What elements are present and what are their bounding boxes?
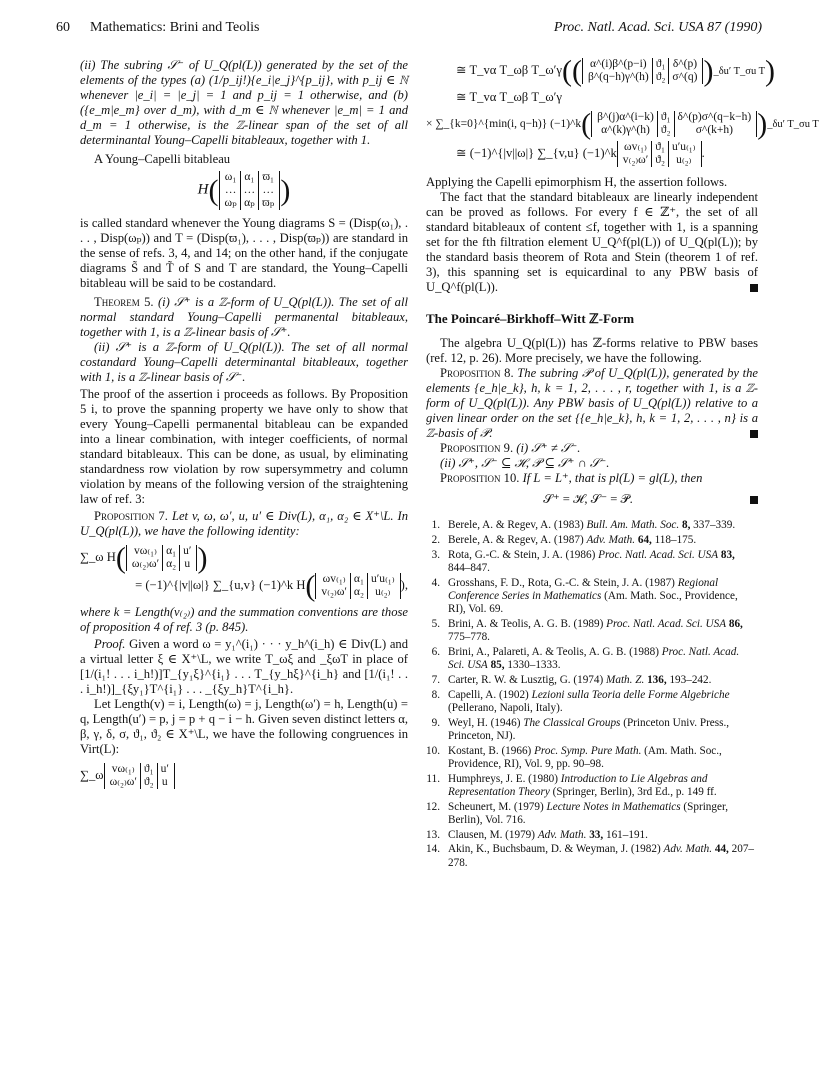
reference-number: 5. xyxy=(431,617,440,630)
reference-source: Proc. Natl. Acad. Sci. USA xyxy=(598,548,719,561)
tableau-row xyxy=(585,71,701,84)
tableau-cell: ω₁ xyxy=(222,171,241,184)
left-column xyxy=(80,58,408,789)
tableau-cell: αₚ xyxy=(240,197,259,210)
congruence-sum: ∑_ω xyxy=(80,767,104,782)
tableau-row xyxy=(222,171,278,184)
congruence-start-matrix xyxy=(104,763,175,789)
independence-text: The fact that the standard bitableaux are linearly independent can be proved as follows. For every f ∈ ℤ⁺, the set of all standard bitableaux of content ≤f, together with 1, is a spanning set for the fth filtration element U_Q^f(pl(L)) of U_Q(pl(L)); by the standard basis theorem of Rota and Stein (theorem 1 of ref. 3), this spanning set is equicardinal to any PBW basis of U_Q^f(pl(L)). xyxy=(426,190,758,294)
tableau-cell: v₍₂₎ω′ xyxy=(318,586,350,599)
theorem-5-i-text: (i) 𝒮⁺ is a ℤ-form of U_Q(pl(L)). The set of all normal standard Young–Capelli permanental bitableaux, together with 1, is a ℤ-linear basis of 𝒮⁺. xyxy=(80,295,408,339)
tableau-cell: u xyxy=(184,558,191,570)
theorem-5-label: Theorem 5. xyxy=(94,295,154,309)
tableau-cell: β^(q−h)γ^(h) xyxy=(585,71,652,84)
tableau-cell: δ^(p)σ^(q−k−h) xyxy=(677,111,752,123)
tableau-cell: α₂ xyxy=(163,558,180,571)
tableau-cell: vω₍₁₎ xyxy=(107,763,141,776)
tableau-cell: u′ xyxy=(160,763,169,775)
right-column xyxy=(426,54,819,871)
reference-volume: 8, xyxy=(681,519,691,531)
tableau-cell: u′ xyxy=(183,545,192,557)
reference-authors: Carter, R. W. & Lusztig, G. (1974) xyxy=(448,673,604,686)
tableau-cell: α₁ xyxy=(240,171,259,184)
reference-authors: Berele, A. & Regev, A. (1987) xyxy=(448,533,584,546)
tableau-cell: α^(k)γ^(h) xyxy=(594,124,657,137)
proposition-9-ii: (ii) 𝒮⁺, 𝒮⁻ ⊆ ℋ, 𝒫 ⊆ 𝒮⁺ ∩ 𝒮⁻. xyxy=(440,456,610,470)
congruence-3-matrix xyxy=(591,111,757,137)
journal-citation: Proc. Natl. Acad. Sci. USA 87 (1990) xyxy=(553,20,762,35)
reference-source: Proc. Natl. Acad. Sci. USA xyxy=(448,645,740,671)
reference-item xyxy=(426,618,758,644)
reference-volume: 83, xyxy=(720,548,735,561)
tableau-cell: u′u₍₁₎ xyxy=(671,141,696,153)
tableau-rows xyxy=(585,58,701,84)
reference-number: 9. xyxy=(431,716,440,729)
proposition-8-text: The subring 𝒫 of U_Q(pl(L)), generated by the elements {e_h|e_k}, h, k = 1, 2, . . . , r, together with 1, is a ℤ-form of U_Q(pl(L)). Any PBW basis of U_Q(pl(L)) relative to a given linear order on the set {{e_h|e_k}, h, k = 1, 2, . . . , n} is a ℤ-basis of 𝒫. xyxy=(426,366,759,440)
tableau-row xyxy=(318,573,397,586)
tableau-cell: ϑ₂ xyxy=(652,71,669,84)
standard-definition: is called standard whenever the Young diagrams S = (Disp(ω₁), . . . , Disp(ωₚ)) and T = (Disp(ϖ₁), . . . , Disp(ϖₚ)) are standard in the sense of refs. 3, 4, and 14; on the other hand, if the conjugate diagrams S̃ and T̃ of S and T are standard, the Young–Capelli bitableau will be said to be costandard. xyxy=(80,216,408,290)
running-title: Mathematics: Brini and Teolis xyxy=(90,20,260,35)
tableau-row xyxy=(594,124,754,137)
tableau-cell: ω₍₂₎ω′ xyxy=(107,776,141,789)
reference-number: 3. xyxy=(431,548,440,561)
theorem-5-ii: (ii) 𝒮⁺ is a ℤ-form of U_Q(pl(L)). The set of all normal costandard Young–Capelli determinantal bitableaux, together with 1, is a ℤ-linear basis of 𝒮⁻. xyxy=(80,340,408,384)
reference-pages: 207–278. xyxy=(448,843,755,869)
tableau-row xyxy=(620,141,699,154)
tableau-cell: ωₚ xyxy=(222,197,241,210)
tableau-row xyxy=(222,184,278,197)
proof-intro: The proof of the assertion i proceeds as follows. By Proposition 5 i, to prove the spanning property we have only to show that every Young–Capelli permanental bitableau can be expanded into a linear combination, with integer coefficients, of normal standard bitableaux. This can be done, as usual, by eliminating standardness row violation by row supersymmetry and column violation by means of the following version of the straightening law of ref. 3: xyxy=(80,387,408,506)
tableau-rows xyxy=(129,545,195,571)
reference-number: 4. xyxy=(431,576,440,589)
proposition-10-text: If L = L⁺, that is pl(L) = gl(L), then xyxy=(522,471,703,485)
reference-item xyxy=(426,519,758,532)
reference-volume: 136, xyxy=(647,673,667,686)
reference-authors: Grosshans, F. D., Rota, G.-C. & Stein, J. A. (1987) xyxy=(448,576,675,589)
identity-lhs: ∑_ω H( vω₍₁₎ α₁ u′ ω₍₂₎ω′ α₂ u ) xyxy=(80,541,208,575)
tableau-row xyxy=(107,776,172,789)
tableau-row xyxy=(585,58,701,71)
reference-item xyxy=(426,717,758,743)
tableau-cell: … xyxy=(222,184,241,197)
reference-authors: Humphreys, J. E. (1980) xyxy=(448,772,558,785)
tableau-rows xyxy=(594,111,754,137)
reference-pages: (Pellerano, Napoli, Italy). xyxy=(448,701,563,714)
tableau-cell: α₁ xyxy=(163,545,180,558)
identity-rhs-matrix xyxy=(315,573,400,599)
congruence-4 xyxy=(426,141,758,167)
reference-source: Bull. Am. Math. Soc. xyxy=(586,519,680,531)
proposition-9-i: (i) 𝒮⁺ ≠ 𝒮⁻. xyxy=(516,441,581,455)
where-clause: where k = Length(v₍₂₎) and the summation conventions are those of proposition 4 of ref. 3 (p. 845). xyxy=(80,605,408,634)
tableau-row xyxy=(129,545,195,558)
reference-source: Proc. Natl. Acad. Sci. USA xyxy=(606,617,727,630)
reference-authors: Akin, K., Buchsbaum, D. & Weyman, J. (1982) xyxy=(448,843,661,856)
reference-authors: Clausen, M. (1979) xyxy=(448,828,536,841)
identity-suffix: ), xyxy=(400,577,408,592)
reference-authors: Scheunert, M. (1979) xyxy=(448,800,544,813)
reference-authors: Rota, G.-C. & Stein, J. A. (1986) xyxy=(448,548,596,561)
proposition-7-text: Let v, ω, ω′, u, u′ ∈ Div(L), α₁, α₂ ∈ X⁺\L. In U_Q(pl(L)), we have the following identity: xyxy=(80,509,408,538)
tableau-cell: ϑ₁ xyxy=(140,763,157,776)
tableau-cell: δ^(p) xyxy=(672,58,698,70)
reference-pages: 161–191. xyxy=(605,828,648,841)
tableau-cell: v₍₂₎ω′ xyxy=(620,154,652,167)
proposition-9-label: Proposition 9. xyxy=(440,441,514,455)
identity-rhs-prefix: = (−1)^{|v||ω|} ∑_{u,v} (−1)^k H xyxy=(135,577,306,592)
congruence-3-sum: × ∑_{k=0}^{min(i, q−h)} (−1)^k xyxy=(426,117,582,130)
reference-pages: (Springer, Berlin), Vol. 716. xyxy=(448,800,729,826)
congruence-4-prefix: ≅ (−1)^{|v||ω|} ∑_{v,u} (−1)^k xyxy=(456,145,617,160)
congruence-1-prefix: ≅ T_vα T_ωβ T_ω′γ xyxy=(456,62,562,77)
reference-item xyxy=(426,534,758,547)
tableau-rows xyxy=(620,141,699,167)
reference-number: 13. xyxy=(426,828,440,841)
proposition-7 xyxy=(80,509,408,539)
congruence-2 xyxy=(426,90,758,105)
bitableau-intro: A Young–Capelli bitableau xyxy=(94,152,231,166)
qed-mark xyxy=(750,284,758,292)
tableau-cell: u′u₍₁₎ xyxy=(370,573,395,585)
reference-authors: Weyl, H. (1946) xyxy=(448,716,521,729)
identity-lhs-matrix xyxy=(126,545,198,571)
tableau-cell: ϑ₂ xyxy=(652,154,669,167)
reference-volume: 44, xyxy=(714,843,729,856)
proposition-10-label: Proposition 10. xyxy=(440,471,520,485)
tableau-cell: u₍₂₎ xyxy=(676,154,692,166)
reference-source: Introduction to Lie Algebras and Representation Theory xyxy=(448,772,708,798)
capelli-paragraph: Applying the Capelli epimorphism H, the assertion follows. xyxy=(426,175,728,189)
reference-number: 8. xyxy=(431,688,440,701)
algebra-paragraph: The algebra U_Q(pl(L)) has ℤ-forms relative to PBW bases (ref. 12, p. 26). More precisely, we have the following. xyxy=(426,336,758,365)
reference-item xyxy=(426,745,758,771)
tableau-cell: ϖₚ xyxy=(262,197,275,209)
reference-source: Lecture Notes in Mathematics xyxy=(546,800,681,813)
reference-number: 14. xyxy=(426,843,440,856)
theorem-5-i xyxy=(80,295,408,340)
proof-label: Proof. xyxy=(94,637,126,651)
proposition-8 xyxy=(426,366,758,441)
reference-authors: Brini, A. & Teolis, A. G. B. (1989) xyxy=(448,617,604,630)
tableau-cell: … xyxy=(240,184,259,197)
bitableau-display: H( ω₁ α₁ ϖ₁ … … … ωₚ αₚ ϖₚ ) xyxy=(197,171,291,209)
reference-volume: 86, xyxy=(728,617,743,630)
tableau-cell: u xyxy=(161,776,168,788)
reference-source: Regional Conference Series in Mathematics xyxy=(448,576,719,602)
reference-pages: (Princeton Univ. Press., Princeton, NJ). xyxy=(448,716,730,742)
tableau-cell: α₂ xyxy=(350,586,367,599)
bitableau-matrix xyxy=(219,171,281,210)
reference-pages: (Springer, Berlin), 3rd Ed., p. 149 ff. xyxy=(552,785,717,798)
reference-item xyxy=(426,773,758,799)
congruence-1: ≅ T_vα T_ωβ T_ω′γ(( α^(i)β^(p−i) ϑ₁ δ^(p) β^(q−h)γ^(h) ϑ₂ σ^(q) )_δu′ T_σu T) xyxy=(456,54,776,88)
capelli-H-symbol: H xyxy=(197,181,209,198)
reference-authors: Berele, A. & Regev, A. (1983) xyxy=(448,519,584,531)
reference-source: Lezioni sulla Teoria delle Forme Algebriche xyxy=(531,688,730,701)
tableau-cell: ϖ₁ xyxy=(262,171,275,183)
reference-source: Adv. Math. xyxy=(586,533,636,546)
reference-pages: 775–778. xyxy=(448,631,490,643)
congruence-1-suffix: _δu′ T_σu T xyxy=(713,65,766,77)
congruence-start xyxy=(80,763,408,789)
tableau-row xyxy=(620,154,699,167)
reference-item xyxy=(426,549,758,575)
reference-source: The Classical Groups xyxy=(523,716,621,729)
reference-volume: 64, xyxy=(637,533,652,546)
reference-number: 12. xyxy=(426,800,440,813)
reference-pages: (Am. Math. Soc., Providence, RI), Vol. 69. xyxy=(448,589,738,615)
tableau-row xyxy=(594,111,754,124)
proposition-10-equation xyxy=(426,492,758,507)
reference-volume: 85, xyxy=(490,659,505,671)
congruence-4-suffix: . xyxy=(701,145,705,160)
identity-lhs-prefix: ∑_ω H xyxy=(80,549,116,564)
tableau-rows xyxy=(318,573,397,599)
reference-source: Adv. Math. xyxy=(663,843,713,856)
reference-pages: 118–175. xyxy=(654,533,697,546)
tableau-cell: σ^(q) xyxy=(672,71,698,83)
reference-pages: 337–339. xyxy=(693,519,736,531)
reference-pages: 1330–1333. xyxy=(507,659,561,671)
qed-mark xyxy=(750,430,758,438)
reference-item xyxy=(426,646,758,672)
reference-item xyxy=(426,829,758,842)
reference-authors: Capelli, A. (1902) xyxy=(448,688,529,701)
reference-authors: Brini, A., Palareti, A. & Teolis, A. G. B. (1988) xyxy=(448,645,659,658)
tableau-cell: ϑ₁ xyxy=(652,58,669,71)
proposition-8-label: Proposition 8. xyxy=(440,366,514,380)
reference-list xyxy=(426,519,758,870)
congruence-2-prefix: ≅ T_vα T_ωβ T_ω′γ xyxy=(456,90,562,104)
proposition-10-equation-text: 𝒮⁺ = ℋ, 𝒮⁻ = 𝒫. xyxy=(543,492,633,506)
reference-pages: (Am. Math. Soc., Providence, RI), Vol. 9, pp. 90–98. xyxy=(448,744,722,770)
qed-mark xyxy=(750,496,758,504)
section-heading: The Poincaré–Birkhoff–Witt ℤ-Form xyxy=(426,311,635,326)
reference-item xyxy=(426,801,758,827)
tableau-cell: α^(i)β^(p−i) xyxy=(585,58,652,71)
reference-number: 6. xyxy=(431,645,440,658)
tableau-cell: ωv₍₁₎ xyxy=(620,141,652,154)
reference-source: Proc. Symp. Pure Math. xyxy=(534,744,642,757)
tableau-cell: ϑ₁ xyxy=(652,141,669,154)
proof-paragraph xyxy=(80,637,408,697)
tableau-cell: ωv₍₁₎ xyxy=(318,573,350,586)
tableau-cell: β^(j)α^(i−k) xyxy=(594,111,657,124)
reference-number: 1. xyxy=(431,519,440,531)
congruence-3: × ∑_{k=0}^{min(i, q−h)} (−1)^k( β^(j)α^(i−k) ϑ₁ δ^(p)σ^(q−k−h) α^(k)γ^(h) ϑ₂ σ^(k+h) )_δu′ T_σu T xyxy=(426,107,819,141)
tableau-cell: σ^(k+h) xyxy=(695,124,733,136)
page-number: 60 xyxy=(56,20,70,35)
reference-item xyxy=(426,577,758,617)
reference-authors: Kostant, B. (1966) xyxy=(448,744,532,757)
tableau-cell: ω₍₂₎ω′ xyxy=(129,558,163,571)
reference-pages: 193–242. xyxy=(669,673,712,686)
tableau-row xyxy=(107,763,172,776)
congruence-4-matrix xyxy=(617,141,702,167)
reference-source: Math. Z. xyxy=(606,673,645,686)
tableau-cell: α₁ xyxy=(350,573,367,586)
lengths-paragraph: Let Length(v) = i, Length(ω) = j, Length(ω′) = h, Length(u) = q, Length(u′) = p, j = p + q − i − h. Given seven distinct letters α, β, γ, δ, σ, ϑ₁, ϑ₂ ∈ X⁺\L, we have the following congruences in Virt(L): xyxy=(80,697,408,756)
tableau-cell: … xyxy=(262,184,274,196)
tableau-cell: ϑ₂ xyxy=(657,124,674,137)
proposition-9 xyxy=(426,441,758,456)
page-header xyxy=(56,20,762,40)
reference-pages: 844–847. xyxy=(448,561,490,574)
tableau-rows xyxy=(107,763,172,789)
reference-number: 10. xyxy=(426,744,440,757)
tableau-cell: ϑ₂ xyxy=(140,776,157,789)
proposition-10 xyxy=(426,471,758,486)
reference-number: 11. xyxy=(426,772,440,785)
reference-number: 2. xyxy=(431,533,440,546)
tableau-cell: ϑ₁ xyxy=(657,111,674,124)
tableau-row xyxy=(222,197,278,210)
congruence-1-matrix xyxy=(582,58,704,84)
identity-rhs: = (−1)^{|v||ω|} ∑_{u,v} (−1)^k H( ωv₍₁₎ α₁ u′u₍₁₎ v₍₂₎ω′ α₂ u₍₂₎), xyxy=(135,569,408,603)
tableau-row xyxy=(129,558,195,571)
independence-paragraph xyxy=(426,190,758,295)
subring-statement: (ii) The subring 𝒮⁻ of U_Q(pl(L)) generated by the set of the elements of the types (a) (1/p_ij!){e_i|e_j}^{p_ij}, with p_ij ∈ ℕ whenever |e_i| = |e_j| = 1 and p_ij = 1 otherwise, and (b) ({e_m|e_m} over d_m), with d_m ∈ ℕ whenever |e_m| = 1 and d_m = 1 otherwise, is the ℤ-linear span of the set of all determinantal Young–Capelli bitableaux, together with 1. xyxy=(80,58,408,147)
proof-text: Given a word ω = y₁^(i₁) · · · y_h^(i_h) ∈ Div(L) and a virtual letter ξ ∈ X⁺\L, we write T_ωξ and _ξωT in place of [1/(i₁! . . . i_h!)]T_{y₁ξ}^{i₁} . . . T_{y_hξ}^{i_h} and [1/(i₁! . . . i_h!)]_{ξy₁}T^{i₁} . . . _{ξy_h}T^{i_h}. xyxy=(80,637,409,696)
reference-number: 7. xyxy=(431,673,440,686)
reference-volume: 33, xyxy=(589,828,604,841)
proposition-7-label: Proposition 7. xyxy=(94,509,168,523)
tableau-cell: vω₍₁₎ xyxy=(129,545,163,558)
tableau-cell: u₍₂₎ xyxy=(375,586,391,598)
reference-source: Adv. Math. xyxy=(537,828,587,841)
reference-item xyxy=(426,689,758,715)
tableau-row xyxy=(318,586,397,599)
congruence-3-suffix: _δu′ T_σu T xyxy=(767,118,819,130)
tableau-rows xyxy=(222,171,278,210)
reference-item xyxy=(426,843,758,869)
reference-item xyxy=(426,674,758,687)
